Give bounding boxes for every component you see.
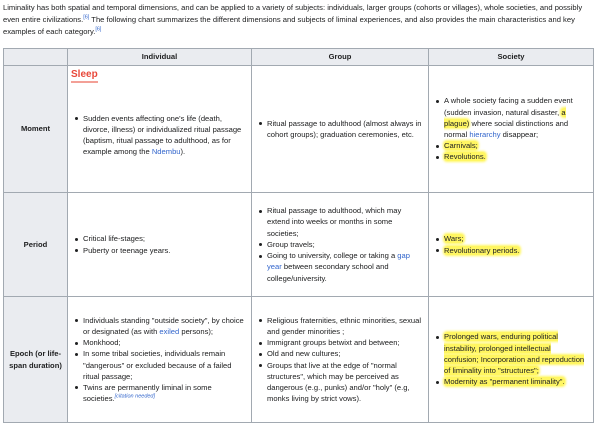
intro-paragraph <box>3 2 593 38</box>
cell-period-society <box>429 193 594 297</box>
cell-moment-individual <box>68 66 252 193</box>
gap-year-link[interactable]: gap year <box>267 251 410 272</box>
citation-link[interactable]: [6] <box>95 26 102 33</box>
list-item: In some tribal societies, individuals remain "dangerous" or excluded because of a failed ritual passage; <box>83 348 245 382</box>
cell-moment-group <box>252 66 429 193</box>
list-item: Puberty or teenage years. <box>83 245 245 256</box>
list-item: Wars; <box>444 233 587 244</box>
cell-moment-society <box>429 66 594 193</box>
table-row-epoch <box>4 297 594 423</box>
row-label-period: Period <box>4 193 68 297</box>
table-row-moment <box>4 66 594 193</box>
header-group: Group <box>252 49 429 66</box>
list-item: A whole society facing a sudden event (sudden invasion, natural disaster, a plague) where social distinctions and normal hierarchy disappear; <box>444 95 587 140</box>
list-item: Group travels; <box>267 239 422 250</box>
header-individual: Individual <box>68 49 252 66</box>
list-item: Religious fraternities, ethnic minorities, sexual and gender minorities ; <box>267 315 422 336</box>
citation-needed-link[interactable]: [citation needed] <box>114 393 156 400</box>
cell-epoch-society <box>429 297 594 423</box>
table-header-row <box>4 49 594 66</box>
cell-period-group <box>252 193 429 297</box>
list-item: Ritual passage to adulthood (almost always in cohort groups); graduation ceremonies, etc. <box>267 118 422 139</box>
list-item: Individuals standing "outside society", by choice or designated (as with exiled persons); <box>83 315 244 336</box>
liminality-table <box>3 48 594 423</box>
list-item: Sudden events affecting one's life (death, divorce, illness) or individualized ritual passage (baptism, ritual passage to adulthood, as for example among the Ndembu). <box>83 113 245 158</box>
header-society: Society <box>429 49 594 66</box>
citation-link[interactable]: [6] <box>83 14 90 21</box>
intro-text-1: Liminality has both spatial and temporal dimensions, and can be applied to a variety of subjects: individuals, larger groups (cohorts or villages), whole societies, and possibly even entire civilizations. <box>3 3 583 24</box>
list-item: Going to university, college or taking a gap year between secondary school and college/university. <box>267 250 422 284</box>
list-item: Immigrant groups betwixt and between; <box>267 337 422 348</box>
cell-period-individual <box>68 193 252 297</box>
list-item: Modernity as "permanent liminality". <box>444 376 587 387</box>
header-corner <box>4 49 68 66</box>
list-item: Groups that live at the edge of "normal structures", which may be perceived as dangerous (e.g., punks) and/or "holy" (e.g, monks living by strict vows). <box>267 360 422 405</box>
intro-text-2: The following chart summarizes the different dimensions and subjects of liminal experiences, and also provides the main characteristics and key examples of each category. <box>3 15 575 36</box>
list-item: Ritual passage to adulthood, which may extend into weeks or months in some societies; <box>267 205 422 239</box>
table-row-period <box>4 193 594 297</box>
list-item: Monkhood; <box>83 337 245 348</box>
exiled-link[interactable]: exiled <box>159 326 180 336</box>
list-item: Revolutionary periods. <box>444 245 587 256</box>
list-item: Critical life-stages; <box>83 233 245 244</box>
row-label-moment: Moment <box>4 66 68 193</box>
sleep-annotation: Sleep <box>71 70 98 83</box>
list-item: Prolonged wars, enduring political instability, prolonged intellectual confusion; Incorporation and reproduction of liminality into "structures"; <box>444 331 587 376</box>
list-item: Old and new cultures; <box>267 348 422 359</box>
row-label-epoch: Epoch (or life-span duration) <box>4 297 68 423</box>
list-item: Twins are permanently liminal in some societies.[citation needed] <box>83 382 245 404</box>
list-item: Carnivals; <box>444 140 587 151</box>
list-item: Revolutions. <box>444 151 587 162</box>
ndembu-link[interactable]: Ndembu <box>151 147 181 157</box>
hierarchy-link[interactable]: hierarchy <box>469 130 501 139</box>
cell-epoch-individual <box>68 297 252 423</box>
cell-epoch-group <box>252 297 429 423</box>
